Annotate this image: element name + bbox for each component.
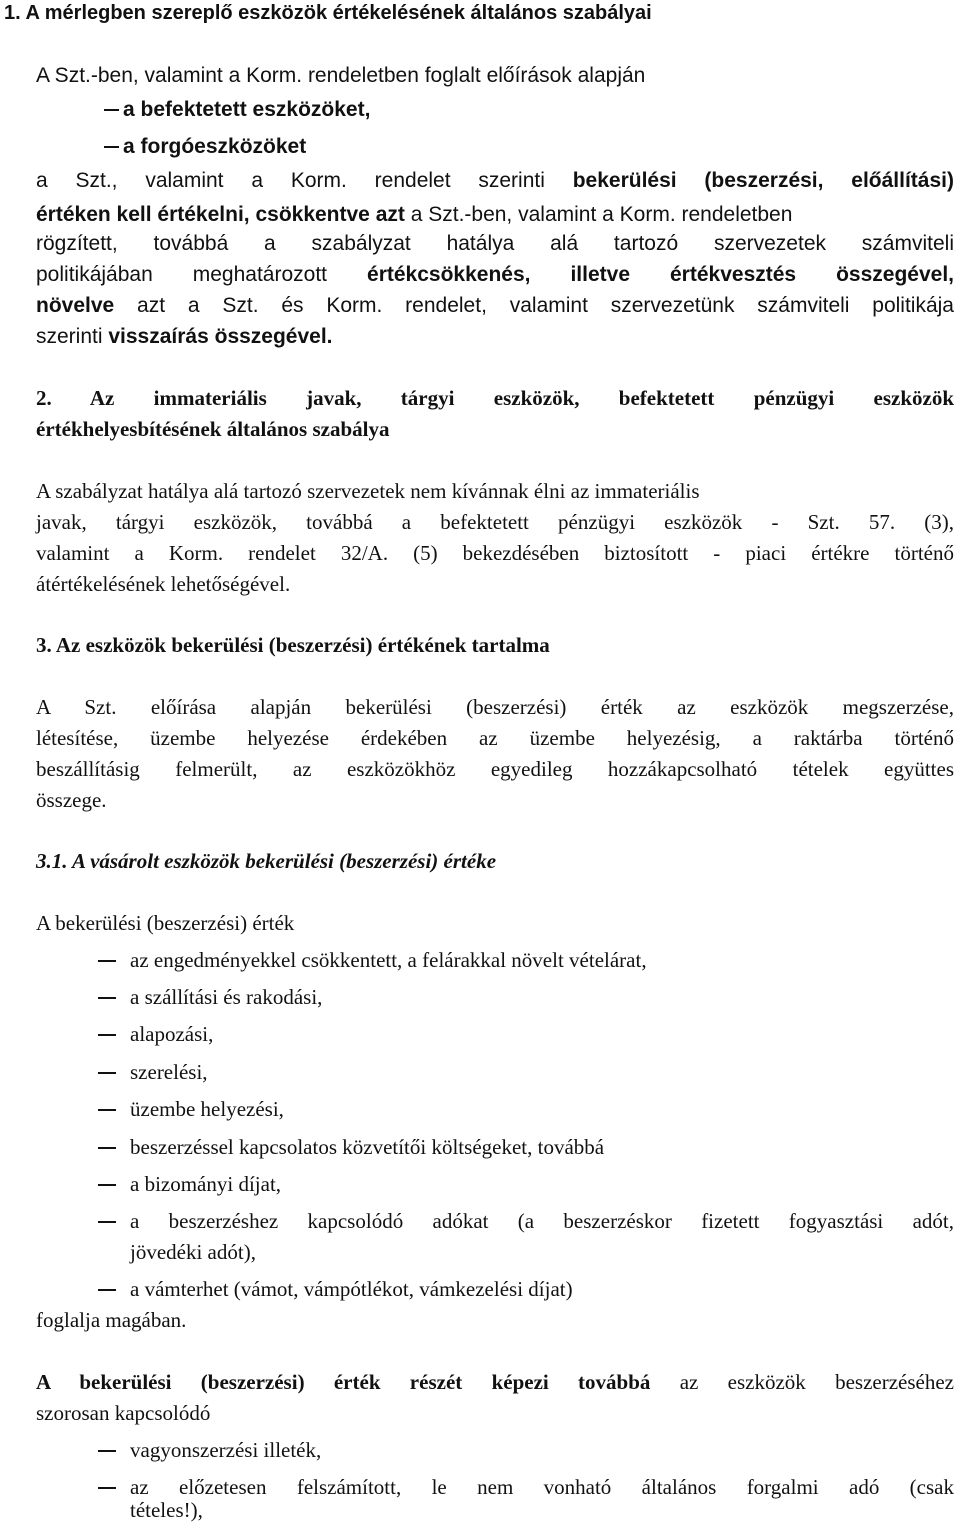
paragraph-line: A bekerülési (beszerzési) érték részét képezi továbbá az eszközök beszerzéséhez [36,1370,954,1394]
paragraph-line: foglalja magában. [36,1308,187,1332]
section-2-heading-cont: értékhelyesbítésének általános szabálya [36,417,390,441]
dash-bullet [98,1289,116,1291]
list-item: a forgóeszközöket [123,135,307,158]
dash-bullet [98,1147,116,1149]
paragraph-line: a Szt., valamint a Korm. rendelet szerinti bekerülési (beszerzési, előállítási) [36,169,954,192]
paragraph-line: átértékelésének lehetőségével. [36,572,291,596]
list-item-cont: jövedéki adót), [130,1240,256,1264]
list-item: vagyonszerzési illeték, [130,1438,322,1462]
dash-bullet [98,1072,116,1074]
dash-bullet [104,109,119,111]
paragraph-line: javak, tárgyi eszközök, továbbá a befektetett pénzügyi eszközök - Szt. 57. (3), [36,510,954,534]
list-item: a vámterhet (vámot, vámpótlékot, vámkezelési díjat) [130,1277,573,1301]
list-item: a szállítási és rakodási, [130,985,323,1009]
dash-bullet [98,997,116,999]
list-intro: A bekerülési (beszerzési) érték [36,911,295,935]
paragraph-line: összege. [36,788,107,812]
list-item-cont: tételes!), [130,1498,203,1522]
section-2-heading: 2. Az immateriális javak, tárgyi eszközök, befektetett pénzügyi eszközök [36,386,954,410]
paragraph-line: valamint a Korm. rendelet 32/A. (5) bekezdésében biztosított - piaci értékre történő [36,541,954,565]
list-item: üzembe helyezési, [130,1097,284,1121]
paragraph-line: növelve azt a Szt. és Korm. rendelet, valamint szervezetünk számviteli politikája [36,294,954,317]
list-item: beszerzéssel kapcsolatos közvetítői költségeket, továbbá [130,1135,605,1159]
paragraph-line: beszállításig felmerült, az eszközökhöz egyedileg hozzákapcsolható tételek együttes [36,757,954,781]
dash-bullet [98,1184,116,1186]
paragraph-line: szorosan kapcsolódó [36,1401,211,1425]
paragraph-line: rögzített, továbbá a szabályzat hatálya alá tartozó szervezetek számviteli [36,232,954,255]
paragraph-line: értéken kell értékelni, csökkentve azt a Szt.-ben, valamint a Korm. rendeletben [36,203,793,226]
list-item: a befektetett eszközöket, [123,98,371,121]
dash-bullet [98,1450,116,1452]
section-3-heading: 3. Az eszközök bekerülési (beszerzési) értékének tartalma [36,633,550,657]
section-1-heading: 1. A mérlegben szereplő eszközök értékelésének általános szabályai [4,2,652,24]
dash-bullet [98,1487,116,1489]
list-item: a beszerzéshez kapcsolódó adókat (a beszerzéskor fizetett fogyasztási adót, [130,1209,954,1233]
list-item: az előzetesen felszámított, le nem vonható általános forgalmi adó (csak [130,1475,954,1499]
section-1-intro: A Szt.-ben, valamint a Korm. rendeletben foglalt előírások alapján [36,64,646,87]
dash-bullet [98,1109,116,1111]
paragraph-line: A szabályzat hatálya alá tartozó szervezetek nem kívánnak élni az immateriális [36,479,700,503]
paragraph-line: szerinti visszaírás összegével. [36,325,333,348]
dash-bullet [98,1221,116,1223]
dash-bullet [98,960,116,962]
dash-bullet [104,146,119,148]
paragraph-line: A Szt. előírása alapján bekerülési (beszerzési) érték az eszközök megszerzése, [36,695,954,719]
list-item: alapozási, [130,1022,214,1046]
list-item: az engedményekkel csökkentett, a felárakkal növelt vételárat, [130,948,647,972]
paragraph-line: létesítése, üzembe helyezése érdekében az üzembe helyezésig, a raktárba történő [36,726,954,750]
list-item: szerelési, [130,1060,208,1084]
dash-bullet [98,1034,116,1036]
paragraph-line: politikájában meghatározott értékcsökkenés, illetve értékvesztés összegével, [36,263,954,286]
section-3-1-heading: 3.1. A vásárolt eszközök bekerülési (beszerzési) értéke [36,849,497,873]
list-item: a bizományi díjat, [130,1172,282,1196]
